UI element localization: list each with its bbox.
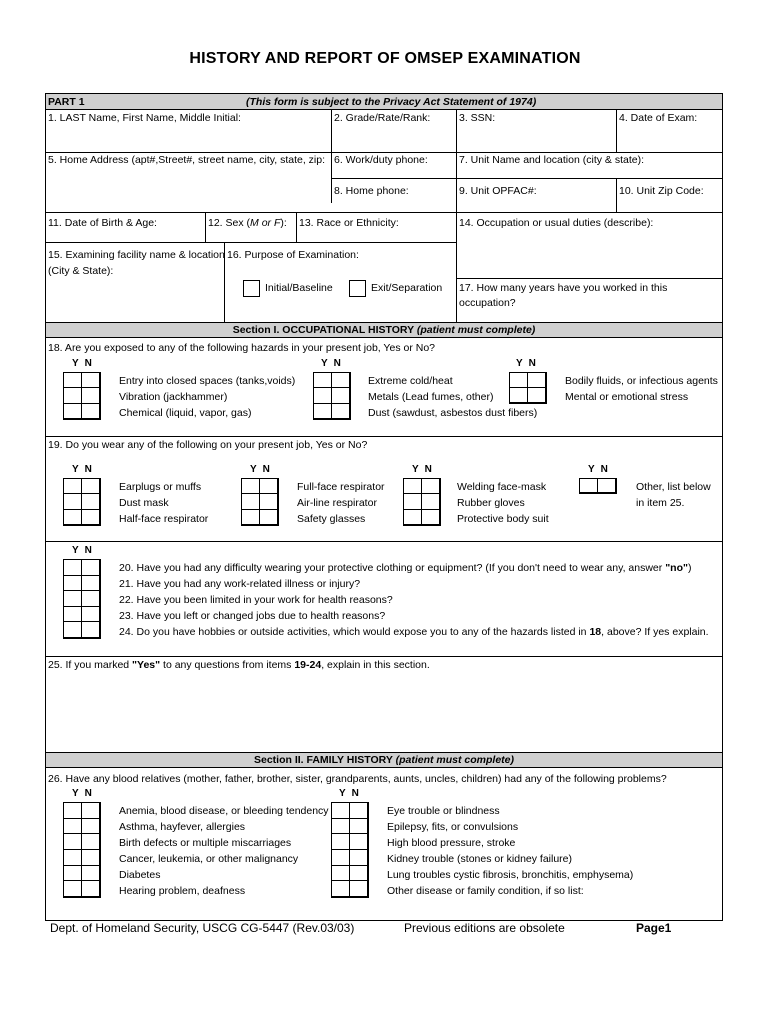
sex-label-c: ): [280, 217, 287, 229]
field-dob[interactable]: 11. Date of Birth & Age: [48, 217, 157, 229]
checkgrid-18c[interactable] [509, 372, 547, 404]
field-zip[interactable]: 10. Unit Zip Code: [619, 185, 704, 197]
section1-title [46, 324, 722, 336]
part1-label: PART 1 [48, 96, 85, 108]
hazard-item: Entry into closed spaces (tanks,voids) [119, 375, 296, 387]
equipment-item: Earplugs or muffs [119, 481, 202, 493]
field-sex[interactable] [208, 217, 287, 229]
yn-19b: YN [250, 464, 276, 475]
field-home-address[interactable]: 5. Home Address (apt#,Street#, street name, city, state, zip: [48, 154, 326, 166]
hazard-item: Dust (sawdust, asbestos dust fibers) [368, 407, 538, 419]
checkgrid-19b[interactable] [241, 478, 279, 526]
field-work-phone[interactable]: 6. Work/duty phone: [334, 154, 428, 166]
yn-18b: YN [321, 358, 347, 369]
family-item: Asthma, hayfever, allergies [119, 821, 246, 833]
equipment-item: Safety glasses [297, 513, 366, 525]
question-21: 21. Have you had any work-related illness or injury? [119, 578, 361, 590]
yn-20: YN [72, 545, 98, 556]
question-18: 18. Are you exposed to any of the following hazards in your present job, Yes or No? [48, 342, 435, 354]
yn-18a: YN [72, 358, 98, 369]
family-item: Other disease or family condition, if so list: [387, 885, 584, 897]
q25-c: to any questions from items [160, 659, 295, 671]
equipment-item: Welding face-mask [457, 481, 547, 493]
checkbox-exit-separation[interactable] [349, 280, 366, 297]
equipment-item: Half-face respirator [119, 513, 209, 525]
section2-title [46, 754, 722, 766]
question-20 [119, 562, 691, 574]
field-grade[interactable]: 2. Grade/Rate/Rank: [334, 112, 431, 124]
hazard-item: Chemical (liquid, vapor, gas) [119, 407, 252, 419]
field-purpose: 16. Purpose of Examination: [227, 249, 359, 261]
equipment-item: Other, list below [636, 481, 711, 493]
checkgrid-18b[interactable] [313, 372, 351, 420]
family-item: Epilepsy, fits, or convulsions [387, 821, 519, 833]
checkgrid-19a[interactable] [63, 478, 101, 526]
yn-26a: YN [72, 788, 98, 799]
q24-text: 24. Do you have hobbies or outside activities, which would expose you to any of the hazards listed in [119, 626, 590, 638]
yn-26b: YN [339, 788, 365, 799]
q25-a: 25. If you marked [48, 659, 133, 671]
field-ssn[interactable]: 3. SSN: [459, 112, 496, 124]
q20-no: "no" [665, 562, 688, 574]
sex-label-a: 12. Sex ( [208, 217, 251, 229]
checkgrid-26b[interactable] [331, 802, 369, 898]
yn-19a: YN [72, 464, 98, 475]
q20-text: 20. Have you had any difficulty wearing your protective clothing or equipment? (If you don't need to wear any, answer [119, 562, 666, 574]
q24-ref: 18 [589, 626, 602, 638]
family-item: High blood pressure, stroke [387, 837, 516, 849]
question-23: 23. Have you left or changed jobs due to health reasons? [119, 610, 386, 622]
equipment-item: in item 25. [636, 497, 685, 509]
omsep-form [45, 93, 723, 921]
footer-form-id: Dept. of Homeland Security, USCG CG-5447 (Rev.03/03) [50, 921, 355, 935]
q25-e: , explain in this section. [321, 659, 430, 671]
footer-page: Page1 [636, 921, 672, 935]
family-item: Anemia, blood disease, or bleeding tendency [119, 805, 329, 817]
family-item: Kidney trouble (stones or kidney failure) [387, 853, 573, 865]
family-item: Diabetes [119, 869, 161, 881]
question-19: 19. Do you wear any of the following on your present job, Yes or No? [48, 439, 368, 451]
family-item: Hearing problem, deafness [119, 885, 246, 897]
checkgrid-26a[interactable] [63, 802, 101, 898]
hazard-item: Bodily fluids, or infectious agents [565, 375, 718, 387]
hazard-item: Metals (Lead fumes, other) [368, 391, 494, 403]
question-25[interactable] [48, 659, 430, 671]
form-title: HISTORY AND REPORT OF OMSEP EXAMINATION [189, 50, 581, 67]
checkbox-initial-baseline[interactable] [243, 280, 260, 297]
checkgrid-19c[interactable] [403, 478, 441, 526]
section1-title-a: Section I. OCCUPATIONAL HISTORY [232, 324, 417, 336]
field-unit-name[interactable]: 7. Unit Name and location (city & state): [459, 154, 644, 166]
field-facility[interactable]: 15. Examining facility name & location [48, 249, 225, 261]
field-opfac[interactable]: 9. Unit OPFAC#: [459, 185, 537, 197]
hazard-item: Vibration (jackhammer) [119, 391, 228, 403]
hazard-item: Mental or emotional stress [565, 391, 689, 403]
family-item: Birth defects or multiple miscarriages [119, 837, 292, 849]
yn-18c: YN [516, 358, 542, 369]
section2-title-a: Section II. FAMILY HISTORY [253, 754, 396, 766]
equipment-item: Air-line respirator [297, 497, 377, 509]
section2-title-b: (patient must complete) [395, 754, 515, 766]
label-exit-separation: Exit/Separation [371, 282, 443, 294]
field-race[interactable]: 13. Race or Ethnicity: [299, 217, 399, 229]
family-item: Eye trouble or blindness [387, 805, 500, 817]
checkgrid-20-24[interactable] [63, 559, 101, 639]
equipment-item: Full-face respirator [297, 481, 385, 493]
checkgrid-19d[interactable] [579, 478, 617, 494]
question-22: 22. Have you been limited in your work for health reasons? [119, 594, 393, 606]
field-years[interactable]: 17. How many years have you worked in this [459, 282, 668, 294]
field-name[interactable]: 1. LAST Name, First Name, Middle Initial: [48, 112, 241, 124]
q20-close: ) [687, 562, 692, 574]
question-26: 26. Have any blood relatives (mother, father, brother, sister, grandparents, aunts, uncles, children) had any of the following problems? [48, 773, 667, 785]
checkgrid-18a[interactable] [63, 372, 101, 420]
equipment-item: Dust mask [119, 497, 169, 509]
section1-title-b: (patient must complete) [416, 324, 536, 336]
field-years-b: occupation? [459, 297, 516, 309]
field-exam-date[interactable]: 4. Date of Exam: [619, 112, 698, 124]
field-facility-city: (City & State): [48, 265, 114, 277]
equipment-item: Protective body suit [457, 513, 549, 525]
sex-label-b: M or F [250, 217, 281, 229]
yn-19c: YN [412, 464, 438, 475]
question-24 [119, 626, 709, 638]
q24-tail: , above? If yes explain. [601, 626, 709, 638]
field-occupation[interactable]: 14. Occupation or usual duties (describe): [459, 217, 654, 229]
footer-obsolete: Previous editions are obsolete [404, 921, 565, 935]
yn-19d: YN [588, 464, 614, 475]
label-initial-baseline: Initial/Baseline [265, 282, 333, 294]
family-item: Lung troubles cystic fibrosis, bronchitis, emphysema) [387, 869, 634, 881]
q25-range: 19-24 [294, 659, 322, 671]
family-item: Cancer, leukemia, or other malignancy [119, 853, 299, 865]
privacy-notice: (This form is subject to the Privacy Act Statement of 1974) [246, 96, 537, 108]
hazard-item: Extreme cold/heat [368, 375, 453, 387]
field-home-phone[interactable]: 8. Home phone: [334, 185, 409, 197]
q25-yes: "Yes" [132, 659, 161, 671]
equipment-item: Rubber gloves [457, 497, 525, 509]
